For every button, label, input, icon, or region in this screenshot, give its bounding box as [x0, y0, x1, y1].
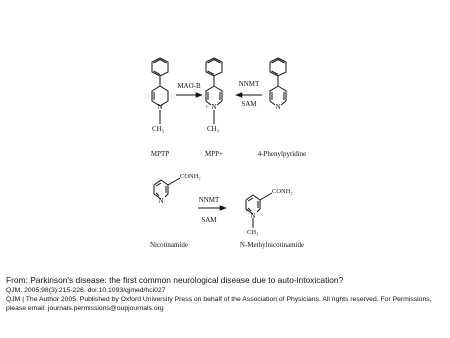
sam-label-2: SAM: [201, 216, 217, 224]
phenylpyridine-name: 4-Phenylpyridine: [257, 150, 307, 158]
mptp-structure: [152, 58, 168, 124]
mpp-methyl-label: CH₃: [207, 125, 220, 133]
methylnicotinamide-amide-label: CONH₂: [272, 188, 293, 195]
mpp-nitrogen-label: N: [211, 103, 217, 111]
nicotinamide-name: Nicotinamide: [149, 241, 189, 249]
mpp-name: MPP+: [205, 150, 223, 158]
nicotinamide-amide-label: CONH₂: [180, 173, 201, 180]
methylnicotinamide-name: N-Methylnicotinamide: [239, 241, 305, 249]
mpp-structure: [206, 58, 222, 124]
methylnicotinamide-methyl-label: CH₃: [247, 229, 259, 236]
nicotinamide-structure: [154, 178, 180, 199]
caption-title: From: Parkinson's disease: the first common neurological disease due to auto-intoxication?: [6, 275, 344, 285]
sam-label-1: SAM: [241, 100, 257, 108]
mptp-name: MPTP: [150, 150, 170, 158]
nnmt-label-2: NNMT: [198, 196, 220, 204]
caption-copyright: QJM | The Author 2005. Published by Oxford University Press on behalf of the Association of Physicians. All rights reserved. For Permissions, please email: journals.permissions@oupjournals.org: [6, 296, 432, 312]
methylnicotinamide-structure: [246, 193, 272, 228]
mptp-nitrogen-label: N: [157, 103, 163, 111]
figure-caption: [6, 275, 446, 313]
phenylpyridine-nitrogen-label: N: [275, 103, 281, 111]
methylnicotinamide-nitrogen-label: N: [250, 212, 256, 220]
methylnicotinamide-charge-label: +: [245, 209, 249, 215]
mao-b-label: MAO-B: [177, 82, 201, 90]
mptp-methyl-label: CH₃: [152, 125, 165, 133]
mpp-charge-label: +: [205, 105, 209, 111]
phenylpyridine-structure: [270, 58, 286, 105]
caption-citation: QJM. 2005;98(3):215-226. doi:10.1093/qjmed/hci027: [6, 287, 166, 294]
nicotinamide-nitrogen-label: N: [158, 197, 164, 205]
nnmt-label-1: NNMT: [238, 80, 260, 88]
